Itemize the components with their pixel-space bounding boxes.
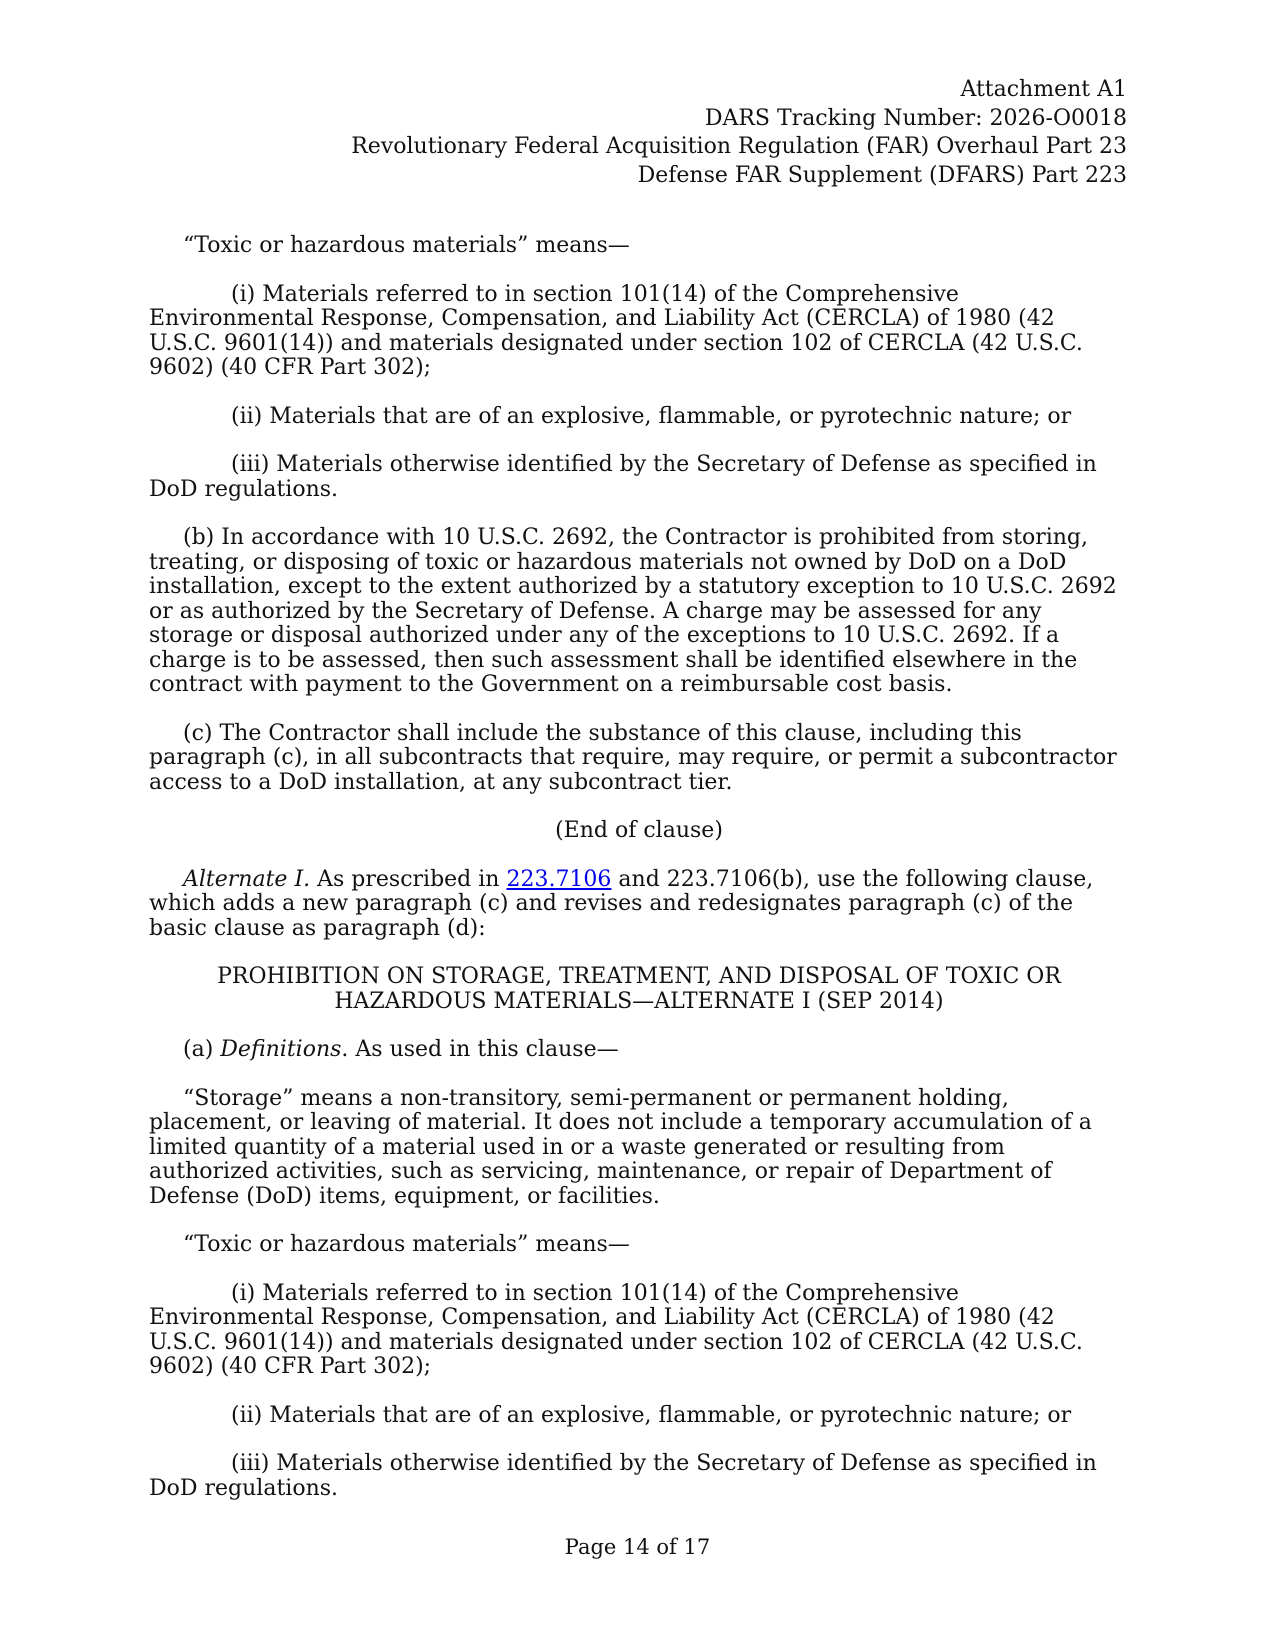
page-footer [0,1535,1275,1559]
header-tracking-number: DARS Tracking Number: 2026-O0018 [704,105,1127,131]
alternate-label: Alternate I. [183,866,311,892]
header-far-part: Revolutionary Federal Acquisition Regulation (FAR) Overhaul Part 23 [351,134,1127,159]
document-body [149,234,1129,1525]
header-dfars-part: Defense FAR Supplement (DFARS) Part 223 [637,162,1127,188]
paragraph-a-prefix: (a) [183,1037,221,1062]
alternate-text-after: and 223.7106(b), use the following clause, which adds a new paragraph (c) and revises and redesignates paragraph (c) of the basic clause as paragraph (d): [149,866,1094,941]
section-link-223-7106[interactable]: 223.7106 [506,866,612,892]
clause-title [149,965,1129,1014]
alternate-intro [149,868,1129,942]
clause-title-line1: PROHIBITION ON STORAGE, TREATMENT, AND DISPOSAL OF TOXIC OR [217,964,1061,989]
paragraph-a [149,1038,1129,1063]
definition-item-ii: (ii) Materials that are of an explosive, flammable, or pyrotechnic nature; or [231,403,1072,429]
header-attachment: Attachment A1 [960,77,1127,102]
definition-item-i: (i) Materials referred to in section 101(14) of the Comprehensive Environmental Response, Compensation, and Liability Act (CERCLA) of 1980 (42 U.S.C. 9601(14)) and materials designated under section 102 of CERCLA (42 U.S.C. 9602) (40 CFR Part 302); [149,281,1083,380]
definition-item-i-alt: (i) Materials referred to in section 101(14) of the Comprehensive Environmental Response, Compensation, and Liability Act (CERCLA) of 1980 (42 U.S.C. 9601(14)) and materials designated under section 102 of CERCLA (42 U.S.C. 9602) (40 CFR Part 302); [149,1280,1083,1379]
page-header [227,76,1127,190]
definition-toxic-materials: “Toxic or hazardous materials” means— [183,233,630,258]
alternate-text-before: As prescribed in [310,866,507,892]
paragraph-a-label: Definitions [220,1037,342,1062]
definition-item-iii-alt: (iii) Materials otherwise identified by the Secretary of Defense as specified in DoD regulations. [149,1451,1097,1501]
definition-item-ii-alt: (ii) Materials that are of an explosive, flammable, or pyrotechnic nature; or [231,1402,1072,1428]
clause-title-line2: HAZARDOUS MATERIALS—ALTERNATE I (SEP 2014) [334,988,944,1014]
definition-item-iii: (iii) Materials otherwise identified by the Secretary of Defense as specified in DoD regulations. [149,452,1097,502]
end-of-clause: (End of clause) [555,818,723,843]
paragraph-b: (b) In accordance with 10 U.S.C. 2692, the Contractor is prohibited from storing, treating, or disposing of toxic or hazardous materials not owned by DoD on a DoD installation, except to the extent authorized by a statutory exception to 10 U.S.C. 2692 or as authorized by the Secretary of Defense. A charge may be assessed for any storage or disposal authorized under any of the exceptions to 10 U.S.C. 2692. If a charge is to be assessed, then such assessment shall be identified elsewhere in the contract with payment to the Government on a reimbursable cost basis. [149,525,1117,697]
page-number: Page 14 of 17 [564,1535,711,1559]
paragraph-c: (c) The Contractor shall include the substance of this clause, including this paragraph (c), in all subcontracts that require, may require, or permit a subcontractor access to a DoD installation, at any subcontract tier. [149,720,1117,795]
definition-toxic-materials-alt: “Toxic or hazardous materials” means— [183,1232,630,1257]
definition-storage: “Storage” means a non-transitory, semi-permanent or permanent holding, placement, or leaving of material. It does not include a temporary accumulation of a limited quantity of a material used in or a waste generated or resulting from authorized activities, such as servicing, maintenance, or repair of Department of Defense (DoD) items, equipment, or facilities. [149,1085,1092,1209]
paragraph-a-suffix: . As used in this clause— [341,1037,619,1062]
